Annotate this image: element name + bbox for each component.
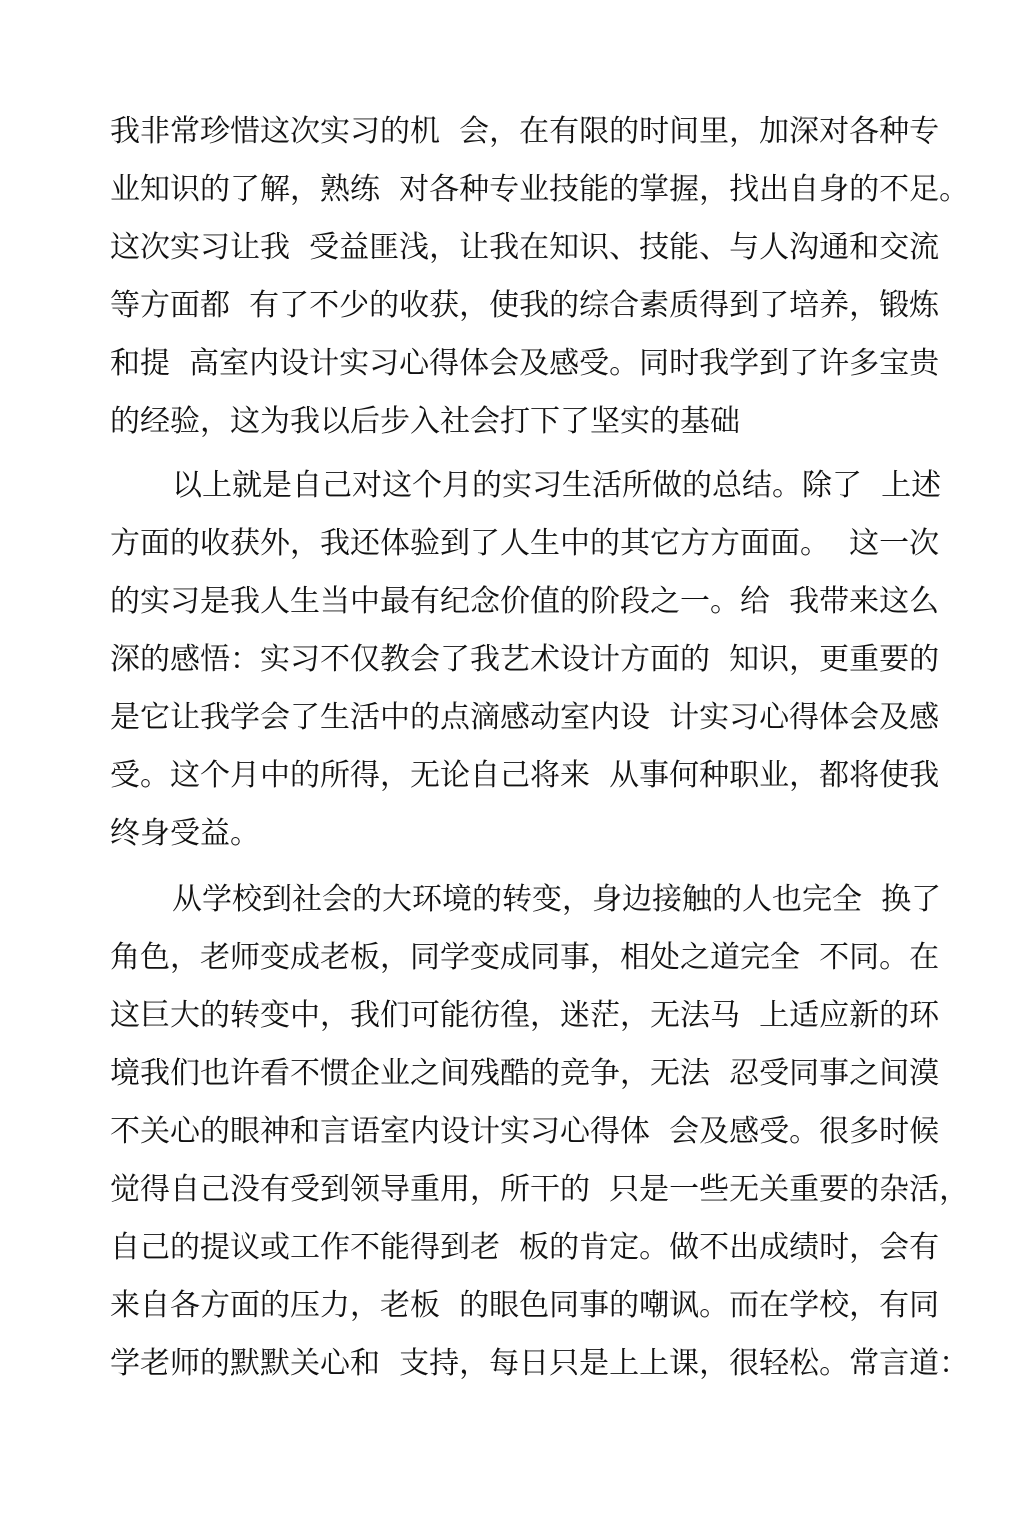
paragraph-2-line-2: 方面的收获外，我还体验到了人生中的其它方方面面。 这一次	[110, 526, 940, 561]
paragraph-2-line-4: 深的感悟：实习不仅教会了我艺术设计方面的 知识，更重要的	[110, 642, 940, 677]
paragraph-2-line-1: 以上就是自己对这个月的实习生活所做的总结。除了 上述	[172, 468, 942, 503]
paragraph-1-line-6: 的经验，这为我以后步入社会打下了坚实的基础	[110, 404, 740, 439]
paragraph-1-line-4: 等方面都 有了不少的收获，使我的综合素质得到了培养，锻炼	[110, 288, 940, 323]
paragraph-2-line-6: 受。这个月中的所得，无论自己将来 从事何种职业，都将使我	[110, 758, 940, 793]
paragraph-3-line-4: 境我们也许看不惯企业之间残酷的竞争，无法 忍受同事之间漠	[110, 1056, 940, 1091]
paragraph-3-line-2: 角色，老师变成老板，同学变成同事，相处之道完全 不同。在	[110, 940, 940, 975]
paragraph-2-line-3: 的实习是我人生当中最有纪念价值的阶段之一。给 我带来这么	[110, 584, 940, 619]
paragraph-1-line-3: 这次实习让我 受益匪浅，让我在知识、技能、与人沟通和交流	[110, 230, 940, 265]
paragraph-3-line-8: 来自各方面的压力，老板 的眼色同事的嘲讽。而在学校，有同	[110, 1288, 940, 1323]
paragraph-3-line-9: 学老师的默默关心和 支持，每日只是上上课，很轻松。常言道：	[110, 1346, 970, 1381]
paragraph-3-line-1: 从学校到社会的大环境的转变，身边接触的人也完全 换了	[172, 882, 942, 917]
paragraph-1-line-5: 和提 高室内设计实习心得体会及感受。同时我学到了许多宝贵	[110, 346, 940, 381]
paragraph-3-line-5: 不关心的眼神和言语室内设计实习心得体 会及感受。很多时候	[110, 1114, 940, 1149]
paragraph-1-line-2: 业知识的了解，熟练 对各种专业技能的掌握，找出自身的不足。	[110, 172, 970, 207]
paragraph-3-line-7: 自己的提议或工作不能得到老 板的肯定。做不出成绩时，会有	[110, 1230, 940, 1265]
paragraph-3-line-3: 这巨大的转变中，我们可能彷徨，迷茫，无法马 上适应新的环	[110, 998, 940, 1033]
paragraph-2-line-5: 是它让我学会了生活中的点滴感动室内设 计实习心得体会及感	[110, 700, 940, 735]
paragraph-3-line-6: 觉得自己没有受到领导重用，所干的 只是一些无关重要的杂活，	[110, 1172, 970, 1207]
paragraph-1-line-1: 我非常珍惜这次实习的机 会，在有限的时间里，加深对各种专	[110, 114, 940, 149]
paragraph-2-line-7: 终身受益。	[110, 816, 260, 851]
